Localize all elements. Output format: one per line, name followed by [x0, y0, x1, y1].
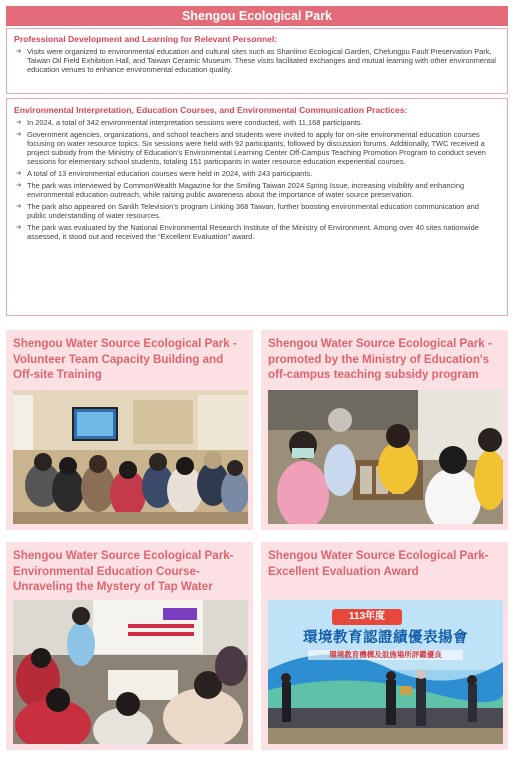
list-item-text: In 2024, a total of 342 environmental interpretation sessions were conducted, with 11,168 participants. — [27, 118, 363, 127]
list-item — [15, 202, 499, 220]
list-item — [15, 47, 499, 75]
photo-card-tap-water-course — [6, 542, 253, 750]
list-item — [15, 118, 499, 127]
photo-moe-subsidy — [268, 390, 503, 524]
list-item — [15, 130, 499, 167]
page-banner: Shengou Ecological Park — [6, 6, 508, 26]
list-item-text: Government agencies, organizations, and school teachers and students were invited to apply for on-site environmental education courses focusing on water resource topics. Six sessions were held with 92 participants, followed by discussion forums. Additionally, TWC received a project subsidy from the Ministry of Education’s Environmental Learning Center Off-Campus Teaching Promotion Program to conduct seven sessions for elementary school students, totaling 151 participants in water resource education experiential courses. — [27, 129, 486, 167]
photo-excellent-award — [268, 600, 503, 744]
section-environmental-interpretation — [6, 98, 508, 316]
award-year-badge: 113年度 — [332, 609, 402, 625]
photo-image — [268, 390, 503, 524]
photo-volunteer-training — [13, 390, 248, 524]
photo-image — [13, 600, 248, 744]
list-item — [15, 223, 499, 241]
section-professional-development — [6, 28, 508, 94]
photo-tap-water-course — [13, 600, 248, 744]
list-item-text: Visits were organized to environmental education and cultural sites such as Shanlinxi Ecological Garden, Chelungpu Fault Preservation Park, Taiwan Oil Field Exhibition Hall, and Taiwan Ceramic Museum. These visits facilitated exchanges and mutual learning with other environmental education venues to enhance environmental education quality. — [27, 47, 496, 75]
list-item-text: The park was interviewed by CommonWealth Magazine for the Smiling Taiwan 2024 Spring Issue, increasing visibility and enhancing environmental education outreach, while raising public awareness about the importance of water source preservation. — [27, 181, 465, 200]
award-banner-sub: 環境教育機構及設施場所評鑑優良 — [308, 650, 463, 660]
arrow-right-icon: ➔ — [16, 170, 22, 178]
list-item — [15, 169, 499, 178]
card-title: Shengou Water Source Ecological Park - Volunteer Team Capacity Building and Off-site Training — [13, 337, 237, 381]
arrow-right-icon: ➔ — [16, 224, 22, 231]
list-item-text: The park also appeared on Sanlih Television’s program Linking 368 Taiwan, further boosting environmental education communication and public understanding of water resources. — [27, 202, 479, 221]
photo-card-moe-subsidy — [261, 330, 508, 530]
list-item — [15, 181, 499, 199]
list-item-text: A total of 13 environmental education courses were held in 2024, with 243 participants. — [27, 169, 313, 179]
photo-image — [13, 390, 248, 524]
card-title: Shengou Water Source Ecological Park-Environmental Education Course-Unraveling the Mystery of Tap Water — [13, 549, 234, 593]
bullet-list — [15, 118, 499, 241]
card-title: Shengou Water Source Ecological Park-Excellent Evaluation Award — [268, 549, 489, 578]
arrow-right-icon: ➔ — [16, 119, 22, 126]
bullet-list — [15, 47, 499, 75]
photo-card-excellent-award — [261, 542, 508, 750]
list-item-text: The park was evaluated by the National Environmental Research Institute of the Ministry of Environment. Among over 40 sites nationwide assessed, it stood out and received the “Excellent Evaluation” award. — [27, 223, 479, 242]
section-heading: Environmental Interpretation, Education Courses, and Environmental Communication Practices: — [14, 105, 408, 115]
award-banner-main: 環境教育認證績優表揚會 — [303, 630, 468, 646]
photo-card-volunteer-training — [6, 330, 253, 530]
arrow-right-icon: ➔ — [16, 130, 22, 138]
arrow-right-icon: ➔ — [16, 182, 22, 189]
card-title: Shengou Water Source Ecological Park - promoted by the Ministry of Education's off-campus teaching subsidy program — [268, 337, 492, 381]
section-heading: Professional Development and Learning for Relevant Personnel: — [14, 34, 278, 44]
arrow-right-icon: ➔ — [16, 203, 22, 210]
arrow-right-icon: ➔ — [16, 48, 22, 55]
